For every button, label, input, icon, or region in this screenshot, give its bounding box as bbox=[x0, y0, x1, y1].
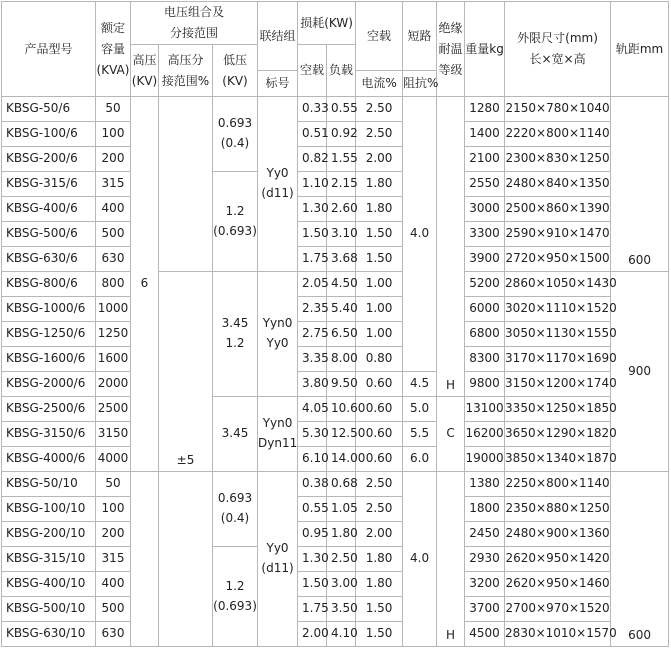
capacity-cell: 315 bbox=[96, 547, 131, 572]
hv-cell-text: 6 bbox=[140, 276, 149, 291]
impedance-cell-text: 4.0 bbox=[410, 551, 430, 566]
table-row bbox=[2, 522, 669, 547]
weight-cell: 5200 bbox=[465, 272, 505, 297]
capacity-cell: 1600 bbox=[96, 347, 131, 372]
table-row bbox=[2, 572, 669, 597]
lv-cell-text: 0.693 bbox=[217, 491, 253, 506]
table-row bbox=[2, 297, 669, 322]
header-lv: 低压 (KV) bbox=[213, 45, 258, 97]
insulation-cell-text: H bbox=[446, 628, 456, 643]
noload-loss-cell: 0.33 bbox=[298, 97, 327, 122]
impedance-cell bbox=[403, 397, 437, 422]
model-cell: KBSG-100/6 bbox=[2, 122, 96, 147]
weight-cell: 3200 bbox=[465, 572, 505, 597]
noload-loss-cell: 2.75 bbox=[298, 322, 327, 347]
noload-current-cell: 0.60 bbox=[356, 447, 403, 472]
model-cell: KBSG-630/6 bbox=[2, 247, 96, 272]
load-loss-cell: 2.50 bbox=[327, 547, 356, 572]
noload-current-cell: 0.80 bbox=[356, 347, 403, 372]
noload-current-cell: 1.50 bbox=[356, 622, 403, 647]
table-row bbox=[2, 397, 669, 422]
capacity-cell: 1000 bbox=[96, 297, 131, 322]
noload-loss-cell: 3.80 bbox=[298, 372, 327, 397]
noload-loss-cell: 2.00 bbox=[298, 622, 327, 647]
load-loss-cell: 3.00 bbox=[327, 572, 356, 597]
connection-cell-text: Yyn0 bbox=[262, 416, 293, 431]
table-row bbox=[2, 347, 669, 372]
gauge-cell bbox=[611, 472, 669, 647]
weight-cell: 3000 bbox=[465, 197, 505, 222]
noload-current-cell: 1.80 bbox=[356, 547, 403, 572]
model-cell: KBSG-400/10 bbox=[2, 572, 96, 597]
noload-current-cell: 1.00 bbox=[356, 272, 403, 297]
table-row bbox=[2, 622, 669, 647]
header-connection-sub: 标号 bbox=[258, 71, 298, 97]
noload-current-cell: 1.50 bbox=[356, 597, 403, 622]
noload-loss-cell: 1.50 bbox=[298, 572, 327, 597]
noload-current-cell: 0.60 bbox=[356, 422, 403, 447]
capacity-cell: 50 bbox=[96, 97, 131, 122]
table-row bbox=[2, 272, 669, 297]
dimensions-cell: 2350×880×1250 bbox=[505, 497, 611, 522]
weight-cell: 1380 bbox=[465, 472, 505, 497]
capacity-cell: 100 bbox=[96, 122, 131, 147]
dimensions-cell: 2860×1050×1430 bbox=[505, 272, 611, 297]
dimensions-cell: 2620×950×1460 bbox=[505, 572, 611, 597]
gauge-cell bbox=[611, 272, 669, 472]
connection-cell-text: (d11) bbox=[261, 561, 294, 575]
noload-loss-cell: 1.75 bbox=[298, 597, 327, 622]
capacity-cell: 2000 bbox=[96, 372, 131, 397]
header-tap-range: 高压分 接范围% bbox=[159, 45, 213, 97]
noload-current-cell: 0.60 bbox=[356, 372, 403, 397]
capacity-cell: 800 bbox=[96, 272, 131, 297]
model-cell: KBSG-400/6 bbox=[2, 197, 96, 222]
dimensions-cell: 3850×1340×1870 bbox=[505, 447, 611, 472]
model-cell: KBSG-315/10 bbox=[2, 547, 96, 572]
noload-current-cell: 1.80 bbox=[356, 572, 403, 597]
header-connection: 联结组 bbox=[258, 2, 298, 71]
header-noload-current: 空载 bbox=[356, 2, 403, 71]
noload-loss-cell: 1.75 bbox=[298, 247, 327, 272]
lv-cell-text: (0.693) bbox=[213, 223, 257, 238]
model-cell: KBSG-3150/6 bbox=[2, 422, 96, 447]
model-cell: KBSG-50/6 bbox=[2, 97, 96, 122]
table-row bbox=[2, 122, 669, 147]
load-loss-cell: 2.15 bbox=[327, 172, 356, 197]
load-loss-cell: 4.10 bbox=[327, 622, 356, 647]
dimensions-cell: 2590×910×1470 bbox=[505, 222, 611, 247]
dimensions-cell: 2620×950×1420 bbox=[505, 547, 611, 572]
dimensions-cell: 3050×1130×1550 bbox=[505, 322, 611, 347]
weight-cell: 2450 bbox=[465, 522, 505, 547]
table-row bbox=[2, 372, 669, 397]
weight-cell: 3300 bbox=[465, 222, 505, 247]
noload-current-cell: 2.00 bbox=[356, 522, 403, 547]
load-loss-cell: 2.60 bbox=[327, 197, 356, 222]
load-loss-cell: 3.50 bbox=[327, 597, 356, 622]
header-model: 产品型号 bbox=[2, 2, 96, 97]
model-cell: KBSG-630/10 bbox=[2, 622, 96, 647]
load-loss-cell: 1.80 bbox=[327, 522, 356, 547]
noload-current-cell: 2.00 bbox=[356, 147, 403, 172]
weight-cell: 9800 bbox=[465, 372, 505, 397]
table-row bbox=[2, 472, 669, 497]
lv-cell-text: 1.2 bbox=[225, 203, 245, 218]
gauge-cell-text: 600 bbox=[628, 253, 651, 268]
connection-cell bbox=[258, 272, 298, 397]
noload-current-cell: 2.50 bbox=[356, 97, 403, 122]
dimensions-cell: 2700×970×1520 bbox=[505, 597, 611, 622]
gauge-cell-text: 900 bbox=[628, 363, 651, 378]
noload-loss-cell: 0.82 bbox=[298, 147, 327, 172]
dimensions-cell: 2500×860×1390 bbox=[505, 197, 611, 222]
noload-loss-cell: 4.05 bbox=[298, 397, 327, 422]
load-loss-cell: 9.50 bbox=[327, 372, 356, 397]
weight-cell: 3900 bbox=[465, 247, 505, 272]
table-row bbox=[2, 172, 669, 197]
capacity-cell: 500 bbox=[96, 597, 131, 622]
noload-current-cell: 1.50 bbox=[356, 247, 403, 272]
lv-cell bbox=[213, 472, 258, 547]
lv-cell-text: 3.45 bbox=[221, 426, 249, 441]
connection-cell-text: Yy0 bbox=[266, 541, 289, 556]
capacity-cell: 2500 bbox=[96, 397, 131, 422]
connection-cell-text: (d11) bbox=[261, 186, 294, 200]
dimensions-cell: 2480×840×1350 bbox=[505, 172, 611, 197]
table-row bbox=[2, 147, 669, 172]
noload-loss-cell: 2.05 bbox=[298, 272, 327, 297]
weight-cell: 2100 bbox=[465, 147, 505, 172]
gauge-cell bbox=[611, 97, 669, 272]
header-loss: 损耗(KW) bbox=[298, 2, 356, 45]
noload-loss-cell: 0.55 bbox=[298, 497, 327, 522]
model-cell: KBSG-500/6 bbox=[2, 222, 96, 247]
weight-cell: 1280 bbox=[465, 97, 505, 122]
model-cell: KBSG-4000/6 bbox=[2, 447, 96, 472]
model-cell: KBSG-2000/6 bbox=[2, 372, 96, 397]
insulation-cell-text: C bbox=[446, 426, 455, 441]
connection-cell bbox=[258, 472, 298, 647]
capacity-cell: 200 bbox=[96, 522, 131, 547]
noload-current-cell: 2.50 bbox=[356, 497, 403, 522]
connection-cell bbox=[258, 397, 298, 472]
capacity-cell: 4000 bbox=[96, 447, 131, 472]
noload-loss-cell: 1.30 bbox=[298, 197, 327, 222]
load-loss-cell: 4.50 bbox=[327, 272, 356, 297]
capacity-cell: 400 bbox=[96, 572, 131, 597]
capacity-cell: 630 bbox=[96, 247, 131, 272]
capacity-cell: 50 bbox=[96, 472, 131, 497]
header-capacity: 额定 容量 (KVA) bbox=[96, 2, 131, 97]
model-cell: KBSG-1000/6 bbox=[2, 297, 96, 322]
dimensions-cell: 3150×1200×1740 bbox=[505, 372, 611, 397]
impedance-cell bbox=[403, 372, 437, 397]
dimensions-cell: 2720×950×1500 bbox=[505, 247, 611, 272]
connection-cell-text: Yy0 bbox=[266, 336, 289, 350]
lv-cell bbox=[213, 272, 258, 397]
table-row bbox=[2, 497, 669, 522]
dimensions-cell: 3350×1250×1850 bbox=[505, 397, 611, 422]
model-cell: KBSG-100/10 bbox=[2, 497, 96, 522]
dimensions-cell: 2830×1010×1570 bbox=[505, 622, 611, 647]
impedance-cell bbox=[403, 472, 437, 647]
table-row bbox=[2, 322, 669, 347]
model-cell: KBSG-200/6 bbox=[2, 147, 96, 172]
dimensions-cell: 2300×830×1250 bbox=[505, 147, 611, 172]
load-loss-cell: 14.00 bbox=[327, 447, 356, 472]
noload-loss-cell: 1.30 bbox=[298, 547, 327, 572]
impedance-cell-text: 4.5 bbox=[410, 376, 430, 391]
connection-cell bbox=[258, 97, 298, 272]
table-row bbox=[2, 422, 669, 447]
load-loss-cell: 12.50 bbox=[327, 422, 356, 447]
header-gauge: 轨距mm bbox=[611, 2, 669, 97]
weight-cell: 6000 bbox=[465, 297, 505, 322]
dimensions-cell: 2480×900×1360 bbox=[505, 522, 611, 547]
load-loss-cell: 5.40 bbox=[327, 297, 356, 322]
lv-cell bbox=[213, 397, 258, 472]
insulation-cell bbox=[437, 97, 465, 397]
table-row bbox=[2, 597, 669, 622]
load-loss-cell: 1.05 bbox=[327, 497, 356, 522]
header-noload-loss: 空载 bbox=[298, 45, 327, 97]
weight-cell: 13100 bbox=[465, 397, 505, 422]
noload-current-cell: 1.00 bbox=[356, 297, 403, 322]
impedance-cell bbox=[403, 422, 437, 447]
weight-cell: 2930 bbox=[465, 547, 505, 572]
dimensions-cell: 2250×800×1140 bbox=[505, 472, 611, 497]
weight-cell: 16200 bbox=[465, 422, 505, 447]
model-cell: KBSG-500/10 bbox=[2, 597, 96, 622]
model-cell: KBSG-1600/6 bbox=[2, 347, 96, 372]
dimensions-cell: 3020×1110×1520 bbox=[505, 297, 611, 322]
model-cell: KBSG-315/6 bbox=[2, 172, 96, 197]
capacity-cell: 3150 bbox=[96, 422, 131, 447]
load-loss-cell: 0.55 bbox=[327, 97, 356, 122]
weight-cell: 1400 bbox=[465, 122, 505, 147]
hv-cell bbox=[131, 472, 159, 647]
connection-cell-text: Dyn11 bbox=[258, 436, 298, 450]
weight-cell: 1800 bbox=[465, 497, 505, 522]
header-weight: 重量kg bbox=[465, 2, 505, 97]
noload-current-cell: 2.50 bbox=[356, 122, 403, 147]
header-hv: 高压 (KV) bbox=[131, 45, 159, 97]
noload-current-cell: 1.80 bbox=[356, 197, 403, 222]
dimensions-cell: 3170×1170×1690 bbox=[505, 347, 611, 372]
load-loss-cell: 3.10 bbox=[327, 222, 356, 247]
tap-range-cell bbox=[159, 97, 213, 272]
noload-current-cell: 1.00 bbox=[356, 322, 403, 347]
hv-cell bbox=[131, 97, 159, 472]
capacity-cell: 400 bbox=[96, 197, 131, 222]
capacity-cell: 1250 bbox=[96, 322, 131, 347]
noload-loss-cell: 0.95 bbox=[298, 522, 327, 547]
noload-loss-cell: 2.35 bbox=[298, 297, 327, 322]
weight-cell: 2550 bbox=[465, 172, 505, 197]
table-row bbox=[2, 197, 669, 222]
capacity-cell: 200 bbox=[96, 147, 131, 172]
impedance-cell-text: 4.0 bbox=[410, 226, 430, 241]
noload-loss-cell: 5.30 bbox=[298, 422, 327, 447]
dimensions-cell: 2150×780×1040 bbox=[505, 97, 611, 122]
noload-current-cell: 0.60 bbox=[356, 397, 403, 422]
transformer-spec-table bbox=[1, 1, 669, 647]
header-impedance-sub: 阻抗% bbox=[403, 71, 437, 97]
dimensions-cell: 2220×800×1140 bbox=[505, 122, 611, 147]
header-insulation: 绝缘 耐温 等级 bbox=[437, 2, 465, 97]
weight-cell: 4500 bbox=[465, 622, 505, 647]
lv-cell-text: 1.2 bbox=[225, 336, 245, 350]
weight-cell: 8300 bbox=[465, 347, 505, 372]
table-row bbox=[2, 247, 669, 272]
table-row bbox=[2, 97, 669, 122]
model-cell: KBSG-1250/6 bbox=[2, 322, 96, 347]
impedance-cell bbox=[403, 97, 437, 372]
dimensions-cell: 3650×1290×1820 bbox=[505, 422, 611, 447]
lv-cell bbox=[213, 172, 258, 272]
lv-cell-text: 0.693 bbox=[217, 116, 253, 131]
noload-loss-cell: 1.10 bbox=[298, 172, 327, 197]
tap-range-cell bbox=[159, 472, 213, 647]
gauge-cell-text: 600 bbox=[628, 628, 651, 643]
noload-loss-cell: 0.38 bbox=[298, 472, 327, 497]
capacity-cell: 100 bbox=[96, 497, 131, 522]
header-voltage-group: 电压组合及 分接范围 bbox=[131, 2, 258, 45]
impedance-cell-text: 5.5 bbox=[410, 426, 430, 441]
load-loss-cell: 1.55 bbox=[327, 147, 356, 172]
load-loss-cell: 3.68 bbox=[327, 247, 356, 272]
capacity-cell: 630 bbox=[96, 622, 131, 647]
weight-cell: 6800 bbox=[465, 322, 505, 347]
noload-current-cell: 1.80 bbox=[356, 172, 403, 197]
lv-cell-text: (0.693) bbox=[213, 598, 257, 613]
weight-cell: 3700 bbox=[465, 597, 505, 622]
capacity-cell: 315 bbox=[96, 172, 131, 197]
table-row bbox=[2, 222, 669, 247]
insulation-cell bbox=[437, 397, 465, 472]
lv-cell bbox=[213, 97, 258, 172]
connection-cell-text: Yyn0 bbox=[262, 316, 293, 331]
header-noload-current-sub: 电流% bbox=[356, 71, 403, 97]
lv-cell-text: (0.4) bbox=[220, 511, 250, 525]
noload-loss-cell: 6.10 bbox=[298, 447, 327, 472]
impedance-cell bbox=[403, 447, 437, 472]
load-loss-cell: 0.68 bbox=[327, 472, 356, 497]
model-cell: KBSG-2500/6 bbox=[2, 397, 96, 422]
lv-cell-text: 1.2 bbox=[225, 578, 245, 593]
impedance-cell-text: 6.0 bbox=[410, 451, 430, 466]
header-impedance: 短路 bbox=[403, 2, 437, 71]
table-row bbox=[2, 547, 669, 572]
load-loss-cell: 8.00 bbox=[327, 347, 356, 372]
noload-current-cell: 1.50 bbox=[356, 222, 403, 247]
load-loss-cell: 0.92 bbox=[327, 122, 356, 147]
insulation-cell-text: H bbox=[446, 378, 456, 393]
impedance-cell-text: 5.0 bbox=[410, 401, 430, 416]
capacity-cell: 500 bbox=[96, 222, 131, 247]
header-dimensions: 外限尺寸(mm) 长×宽×高 bbox=[505, 2, 611, 97]
lv-cell-text: 3.45 bbox=[221, 316, 249, 331]
load-loss-cell: 6.50 bbox=[327, 322, 356, 347]
model-cell: KBSG-200/10 bbox=[2, 522, 96, 547]
tap-range-cell-text: ±5 bbox=[176, 453, 195, 468]
load-loss-cell: 10.60 bbox=[327, 397, 356, 422]
connection-cell-text: Yy0 bbox=[266, 166, 289, 181]
weight-cell: 19000 bbox=[465, 447, 505, 472]
noload-loss-cell: 0.51 bbox=[298, 122, 327, 147]
model-cell: KBSG-800/6 bbox=[2, 272, 96, 297]
noload-current-cell: 2.50 bbox=[356, 472, 403, 497]
tap-range-cell bbox=[159, 272, 213, 472]
lv-cell bbox=[213, 547, 258, 647]
header-load-loss: 负载 bbox=[327, 45, 356, 97]
model-cell: KBSG-50/10 bbox=[2, 472, 96, 497]
lv-cell-text: (0.4) bbox=[220, 136, 250, 150]
noload-loss-cell: 3.35 bbox=[298, 347, 327, 372]
insulation-cell bbox=[437, 472, 465, 647]
noload-loss-cell: 1.50 bbox=[298, 222, 327, 247]
table-row bbox=[2, 447, 669, 472]
